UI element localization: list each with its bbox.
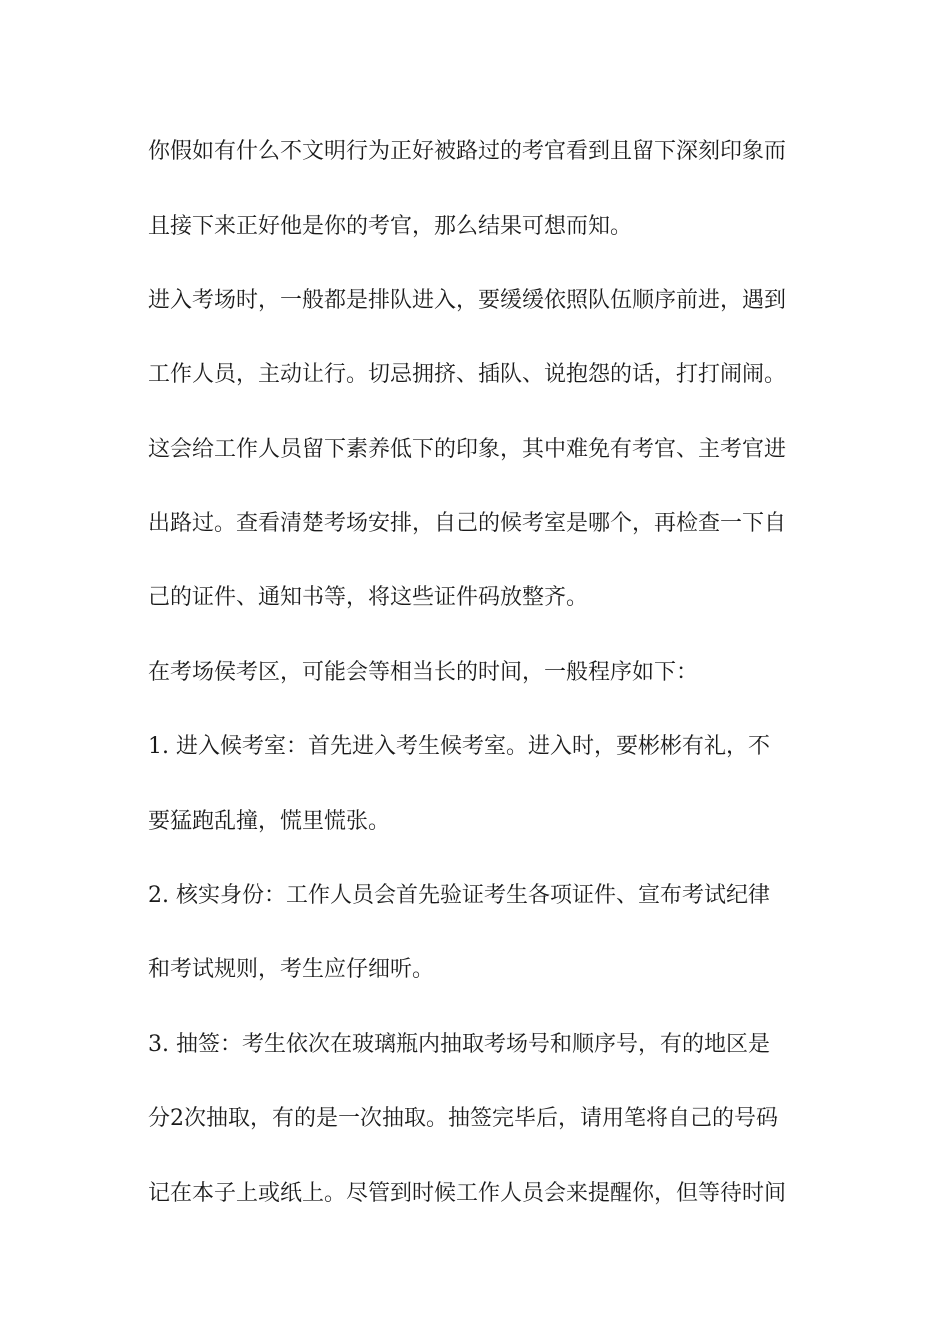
- text-line: 分2次抽取，有的是一次抽取。抽签完毕后，请用笔将自己的号码: [148, 1106, 778, 1131]
- text-line: 你假如有什么不文明行为正好被路过的考官看到且留下深刻印象而: [148, 139, 787, 164]
- text-line: 在考场侯考区，可能会等相当长的时间，一般程序如下：: [148, 660, 699, 685]
- text-line: 3. 抽签：考生依次在玻璃瓶内抽取考场号和顺序号，有的地区是: [148, 1032, 770, 1057]
- text-line: 和考试规则，考生应仔细听。: [148, 957, 435, 982]
- text-line: 记在本子上或纸上。尽管到时候工作人员会来提醒你，但等待时间: [148, 1181, 787, 1206]
- text-line: 出路过。查看清楚考场安排，自己的候考室是哪个，再检查一下自: [148, 511, 787, 536]
- text-line: 己的证件、通知书等，将这些证件码放整齐。: [148, 585, 589, 610]
- text-line: 这会给工作人员留下素养低下的印象，其中难免有考官、主考官进: [148, 437, 787, 462]
- text-line: 2. 核实身份：工作人员会首先验证考生各项证件、宣布考试纪律: [148, 883, 770, 908]
- text-line: 要猛跑乱撞，慌里慌张。: [148, 809, 391, 834]
- text-line: 工作人员，主动让行。切忌拥挤、插队、说抱怨的话，打打闹闹。: [148, 362, 787, 387]
- text-line: 进入考场时，一般都是排队进入，要缓缓依照队伍顺序前进，遇到: [148, 288, 787, 313]
- text-line: 1. 进入候考室：首先进入考生候考室。进入时，要彬彬有礼，不: [148, 734, 770, 759]
- text-line: 且接下来正好他是你的考官，那么结果可想而知。: [148, 214, 633, 239]
